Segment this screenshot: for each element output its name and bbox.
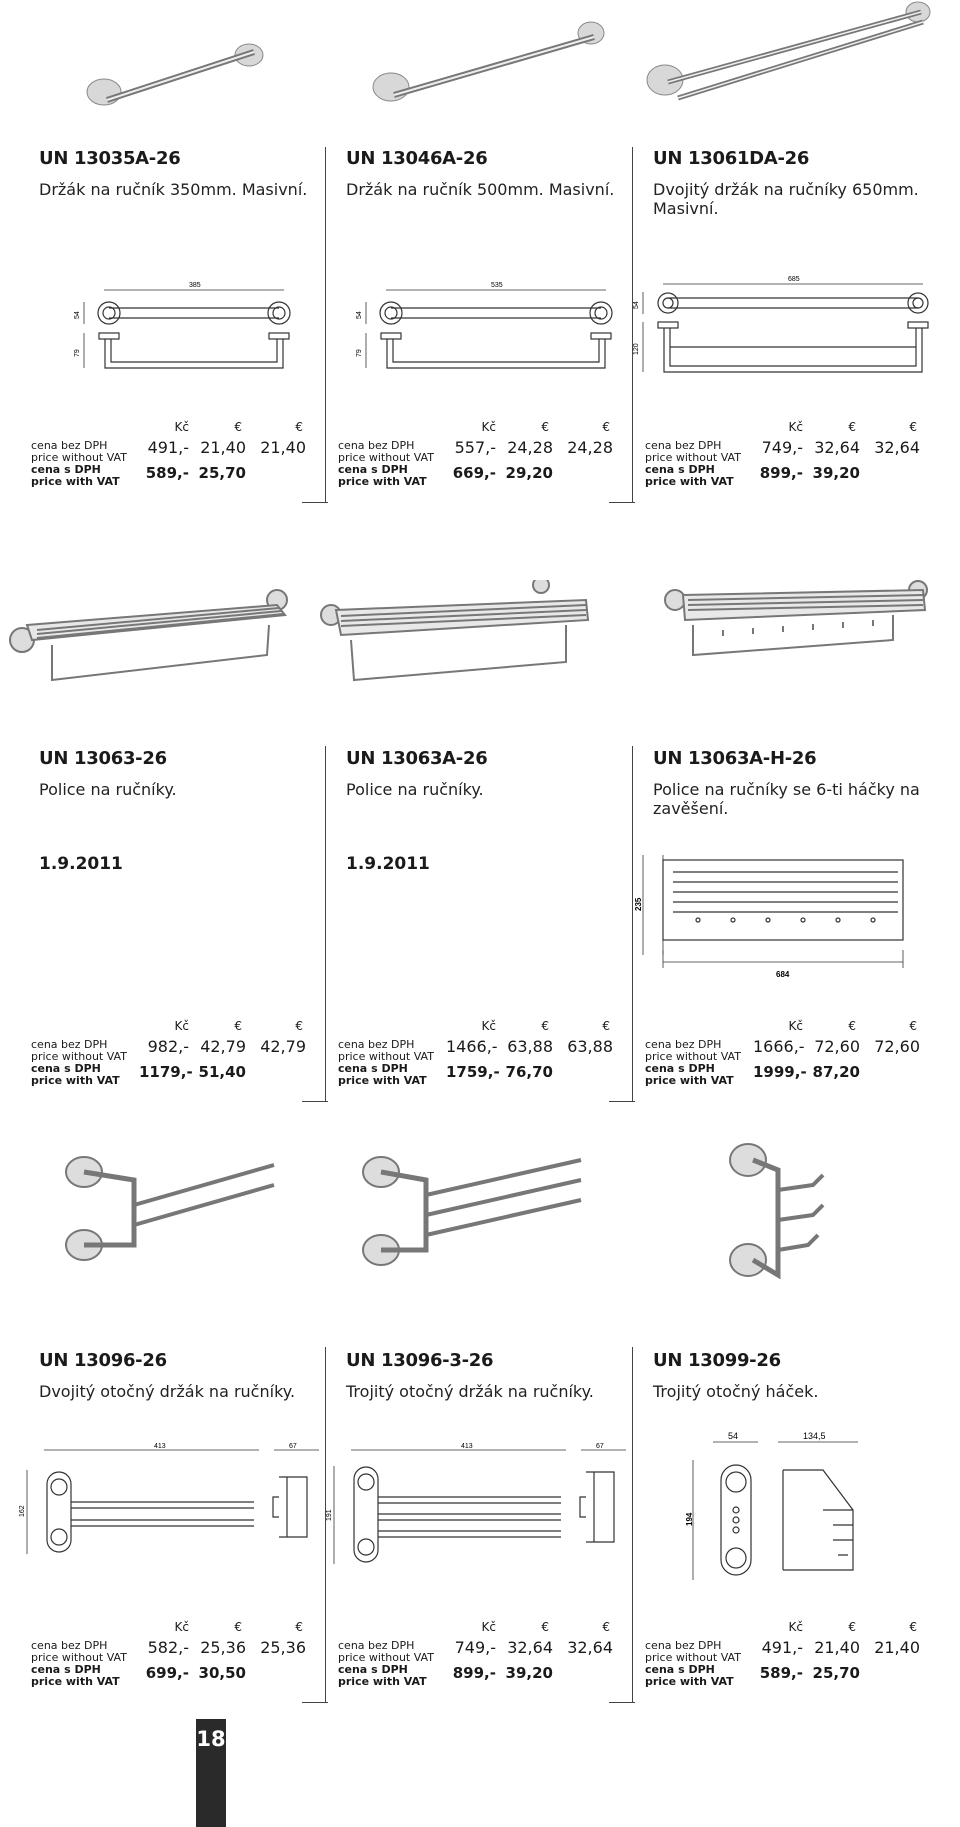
dim-height: 162 — [19, 1505, 26, 1517]
product-description: Dvojitý otočný držák na ručníky. — [39, 1382, 296, 1401]
currency-kc: Kč — [174, 1019, 189, 1033]
technical-drawing — [683, 1430, 923, 1590]
currency-kc: Kč — [174, 420, 189, 434]
currency-eur: € — [848, 1019, 856, 1033]
label-without-vat-en: price without VAT — [31, 451, 127, 464]
label-without-vat-cz: cena bez DPH — [645, 439, 722, 452]
label-without-vat-cz: cena bez DPH — [31, 1639, 108, 1652]
price-eur: 32,64 — [814, 438, 860, 457]
dim-width: 385 — [189, 282, 201, 289]
price-kc-vat: 589,- — [759, 1664, 803, 1682]
label-with-vat-cz: cena s DPH — [31, 463, 101, 476]
currency-eur: € — [234, 1019, 242, 1033]
label-with-vat-en: price with VAT — [645, 1074, 734, 1087]
product-code: UN 13061DA-26 — [653, 148, 810, 169]
product-code: UN 13035A-26 — [39, 148, 181, 169]
price-eur-vat: 51,40 — [198, 1063, 246, 1081]
product-photo — [663, 580, 933, 690]
label-with-vat-en: price with VAT — [31, 475, 120, 488]
product-photo — [59, 1150, 289, 1270]
product-cell — [643, 1130, 950, 1710]
product-photo — [7, 580, 297, 690]
label-without-vat-en: price without VAT — [31, 1050, 127, 1063]
label-without-vat-en: price without VAT — [338, 451, 434, 464]
label-without-vat-en: price without VAT — [338, 1651, 434, 1664]
product-code: UN 13063A-H-26 — [653, 748, 817, 769]
product-photo — [723, 1130, 853, 1300]
technical-drawing — [356, 278, 626, 388]
price-eur-2: 63,88 — [567, 1037, 613, 1056]
label-without-vat-cz: cena bez DPH — [338, 1038, 415, 1051]
currency-eur: € — [541, 1620, 549, 1634]
dim-depth: 134,5 — [803, 1431, 826, 1441]
price-kc: 1466,- — [446, 1037, 498, 1056]
label-with-vat-cz: cena s DPH — [645, 1062, 715, 1075]
product-photo — [79, 30, 279, 150]
product-cell — [29, 0, 336, 520]
price-kc-vat: 1759,- — [446, 1063, 500, 1081]
dim-height: 54 — [74, 311, 81, 319]
price-eur: 32,64 — [507, 1638, 553, 1657]
dim-width: 413 — [461, 1443, 473, 1450]
product-description: Police na ručníky. — [39, 780, 177, 799]
product-cell — [336, 0, 643, 520]
product-cell — [19, 1150, 336, 1710]
price-kc-vat: 669,- — [452, 464, 496, 482]
price-eur-vat: 25,70 — [198, 464, 246, 482]
technical-drawing — [326, 1442, 626, 1572]
label-with-vat-cz: cena s DPH — [645, 1663, 715, 1676]
product-code: UN 13063-26 — [39, 748, 167, 769]
price-eur-2: 24,28 — [567, 438, 613, 457]
label-without-vat-en: price without VAT — [31, 1651, 127, 1664]
currency-eur: € — [848, 420, 856, 434]
label-with-vat-en: price with VAT — [338, 1675, 427, 1688]
product-code: UN 13096-3-26 — [346, 1350, 494, 1371]
price-eur-2: 32,64 — [874, 438, 920, 457]
price-block — [338, 1618, 638, 1698]
price-block — [31, 1017, 331, 1097]
price-kc: 749,- — [761, 438, 803, 457]
price-eur-vat: 87,20 — [812, 1063, 860, 1081]
price-eur: 24,28 — [507, 438, 553, 457]
price-kc-vat: 899,- — [452, 1664, 496, 1682]
currency-kc: Kč — [481, 1019, 496, 1033]
label-with-vat-en: price with VAT — [338, 1074, 427, 1087]
price-kc-vat: 899,- — [759, 464, 803, 482]
label-with-vat-cz: cena s DPH — [338, 463, 408, 476]
technical-drawing — [628, 850, 918, 980]
label-with-vat-en: price with VAT — [31, 1675, 120, 1688]
currency-eur: € — [541, 420, 549, 434]
price-kc: 491,- — [761, 1638, 803, 1657]
label-with-vat-en: price with VAT — [645, 475, 734, 488]
label-with-vat-cz: cena s DPH — [31, 1663, 101, 1676]
currency-kc: Kč — [481, 1620, 496, 1634]
product-description: Police na ručníky se 6-ti háčky na zavěšení. — [653, 780, 920, 818]
price-kc-vat: 699,- — [145, 1664, 189, 1682]
price-kc: 582,- — [147, 1638, 189, 1657]
column-divider-foot — [609, 1101, 635, 1102]
currency-eur: € — [848, 1620, 856, 1634]
dim-width: 684 — [776, 970, 790, 979]
product-photo — [643, 0, 933, 120]
product-cell — [326, 1150, 643, 1710]
currency-eur: € — [295, 1019, 303, 1033]
price-eur-2: 72,60 — [874, 1037, 920, 1056]
dim-height: 235 — [634, 897, 643, 911]
product-code: UN 13099-26 — [653, 1350, 781, 1371]
label-with-vat-en: price with VAT — [31, 1074, 120, 1087]
product-description: Držák na ručník 500mm. Masivní. — [346, 180, 615, 199]
product-code: UN 13096-26 — [39, 1350, 167, 1371]
price-kc-vat: 1179,- — [139, 1063, 193, 1081]
product-photo — [316, 580, 606, 690]
currency-eur: € — [602, 1620, 610, 1634]
price-eur-2: 21,40 — [874, 1638, 920, 1657]
label-without-vat-cz: cena bez DPH — [31, 1038, 108, 1051]
product-description: Trojitý otočný háček. — [653, 1382, 819, 1401]
price-eur-vat: 30,50 — [198, 1664, 246, 1682]
price-kc: 749,- — [454, 1638, 496, 1657]
price-eur: 25,36 — [200, 1638, 246, 1657]
price-kc: 982,- — [147, 1037, 189, 1056]
label-without-vat-cz: cena bez DPH — [645, 1639, 722, 1652]
dim-depth: 79 — [356, 349, 363, 357]
dim-height: 194 — [685, 1512, 694, 1526]
page-number: 18 — [196, 1719, 226, 1827]
price-eur: 21,40 — [814, 1638, 860, 1657]
technical-drawing — [74, 278, 324, 388]
currency-eur: € — [602, 1019, 610, 1033]
price-eur-2: 21,40 — [260, 438, 306, 457]
price-kc: 1666,- — [753, 1037, 805, 1056]
product-description: Držák na ručník 350mm. Masivní. — [39, 180, 308, 199]
label-with-vat-en: price with VAT — [338, 475, 427, 488]
dim-width: 413 — [154, 1443, 166, 1450]
currency-kc: Kč — [788, 420, 803, 434]
label-with-vat-cz: cena s DPH — [338, 1062, 408, 1075]
currency-kc: Kč — [788, 1620, 803, 1634]
price-eur-2: 32,64 — [567, 1638, 613, 1657]
dim-depth: 120 — [633, 343, 640, 355]
price-block — [645, 1017, 945, 1097]
price-eur: 42,79 — [200, 1037, 246, 1056]
price-block — [645, 1618, 945, 1698]
dim-depth: 67 — [596, 1443, 604, 1450]
price-block — [645, 418, 945, 498]
dim-height: 54 — [633, 301, 640, 309]
product-description: Dvojitý držák na ručníky 650mm. Masivní. — [653, 180, 919, 218]
dim-height: 191 — [326, 1509, 333, 1521]
price-eur-vat: 76,70 — [505, 1063, 553, 1081]
product-photo — [356, 1150, 596, 1280]
product-code: UN 13046A-26 — [346, 148, 488, 169]
dim-width: 685 — [788, 276, 800, 283]
dim-width: 54 — [728, 1431, 739, 1441]
price-block — [31, 418, 331, 498]
product-description: Trojitý otočný držák na ručníky. — [346, 1382, 594, 1401]
product-cell — [633, 0, 950, 520]
label-without-vat-cz: cena bez DPH — [645, 1038, 722, 1051]
product-code: UN 13063A-26 — [346, 748, 488, 769]
price-eur: 63,88 — [507, 1037, 553, 1056]
price-eur-vat: 39,20 — [505, 1664, 553, 1682]
dim-width: 535 — [491, 282, 503, 289]
label-without-vat-en: price without VAT — [338, 1050, 434, 1063]
currency-eur: € — [234, 1620, 242, 1634]
product-description: Police na ručníky. — [346, 780, 484, 799]
currency-eur: € — [295, 1620, 303, 1634]
price-kc: 557,- — [454, 438, 496, 457]
currency-eur: € — [602, 420, 610, 434]
label-with-vat-cz: cena s DPH — [645, 463, 715, 476]
currency-eur: € — [234, 420, 242, 434]
currency-eur: € — [909, 420, 917, 434]
price-block — [338, 1017, 638, 1097]
technical-drawing — [633, 272, 933, 382]
label-without-vat-cz: cena bez DPH — [31, 439, 108, 452]
currency-eur: € — [909, 1620, 917, 1634]
label-without-vat-en: price without VAT — [645, 1050, 741, 1063]
date-stamp: 1.9.2011 — [346, 854, 430, 874]
product-cell — [634, 580, 950, 1100]
price-eur-2: 42,79 — [260, 1037, 306, 1056]
label-without-vat-en: price without VAT — [645, 451, 741, 464]
price-eur: 72,60 — [814, 1037, 860, 1056]
label-with-vat-en: price with VAT — [645, 1675, 734, 1688]
price-eur: 21,40 — [200, 438, 246, 457]
label-with-vat-cz: cena s DPH — [338, 1663, 408, 1676]
price-eur-vat: 39,20 — [812, 464, 860, 482]
date-stamp: 1.9.2011 — [39, 854, 123, 874]
dim-height: 54 — [356, 311, 363, 319]
technical-drawing — [19, 1442, 319, 1562]
price-eur-vat: 29,20 — [505, 464, 553, 482]
currency-eur: € — [295, 420, 303, 434]
label-with-vat-cz: cena s DPH — [31, 1062, 101, 1075]
price-kc-vat: 1999,- — [753, 1063, 807, 1081]
currency-eur: € — [909, 1019, 917, 1033]
product-photo — [366, 15, 626, 135]
product-cell — [29, 580, 336, 1100]
currency-kc: Kč — [481, 420, 496, 434]
label-without-vat-en: price without VAT — [645, 1651, 741, 1664]
currency-eur: € — [541, 1019, 549, 1033]
label-without-vat-cz: cena bez DPH — [338, 1639, 415, 1652]
dim-depth: 79 — [74, 349, 81, 357]
price-block — [31, 1618, 331, 1698]
currency-kc: Kč — [174, 1620, 189, 1634]
price-block — [338, 418, 638, 498]
dim-depth: 67 — [289, 1443, 297, 1450]
column-divider-foot — [302, 1101, 328, 1102]
price-kc-vat: 589,- — [145, 464, 189, 482]
price-kc: 491,- — [147, 438, 189, 457]
currency-kc: Kč — [788, 1019, 803, 1033]
price-eur-vat: 25,70 — [812, 1664, 860, 1682]
price-eur-2: 25,36 — [260, 1638, 306, 1657]
label-without-vat-cz: cena bez DPH — [338, 439, 415, 452]
product-cell — [336, 580, 643, 1100]
